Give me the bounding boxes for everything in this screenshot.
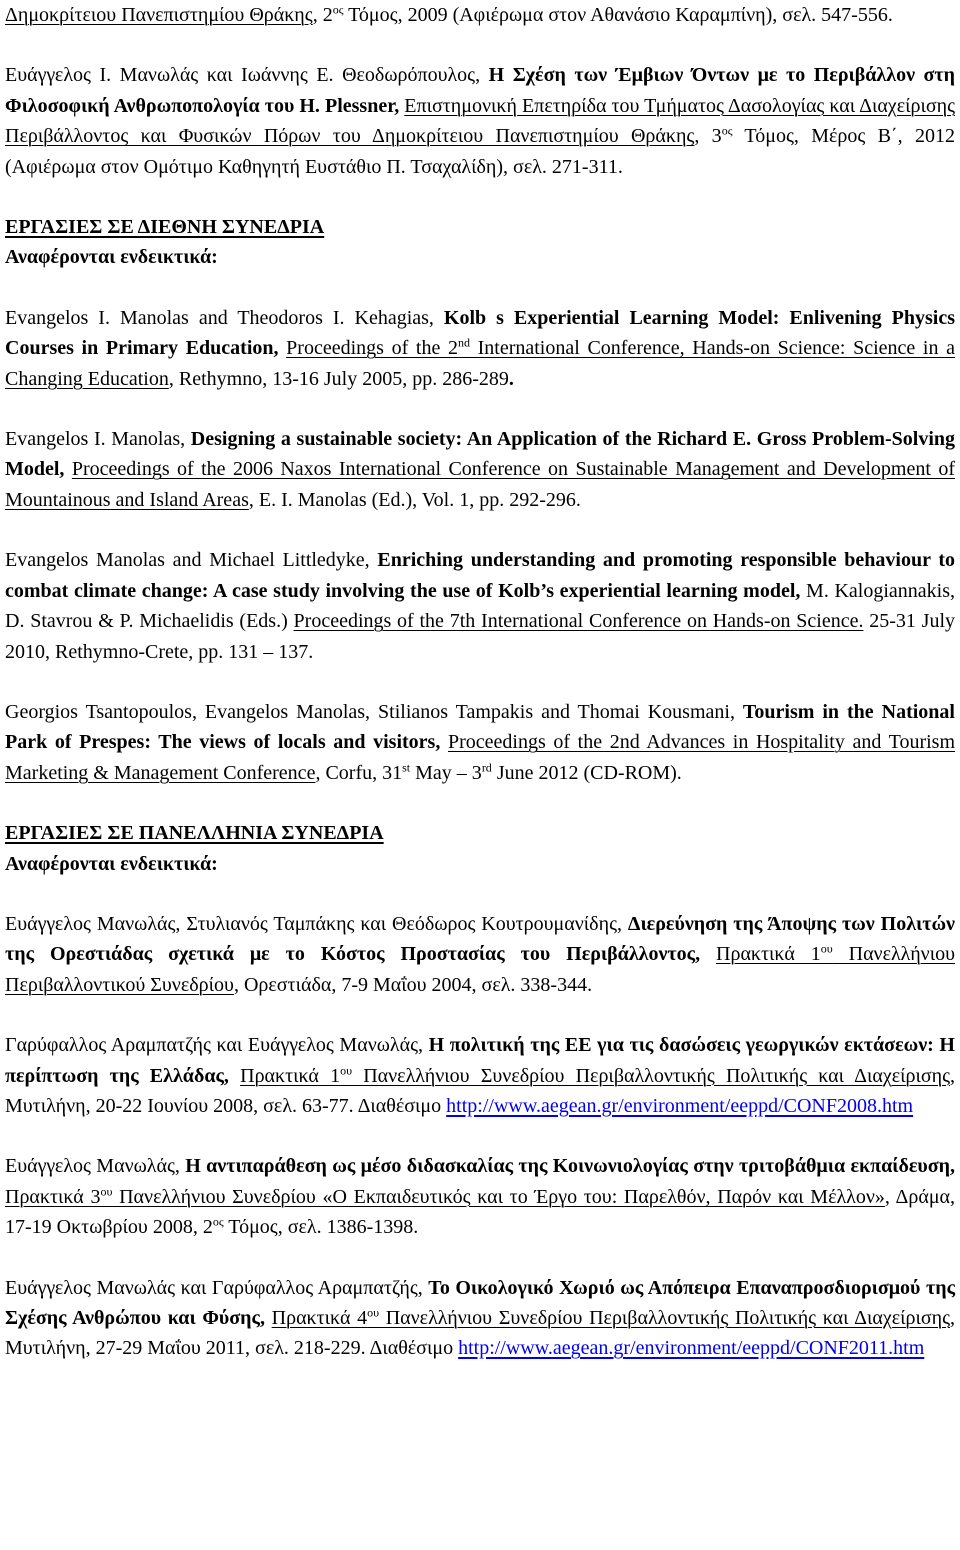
citation-venue: Πρακτικά $4^{o\upsilon}$ Πανελλήνιου Συνεδρίου Περιβαλλοντικής Πολιτικής και Διαχείρισης xyxy=(271,1305,950,1329)
section-subheading: Αναφέρονται ενδεικτικά: xyxy=(5,852,218,875)
citation-entry xyxy=(5,1151,955,1242)
citation-text: , Μυτιλήνη, 20-22 Ιουνίου 2008, σελ. 63-77. Διαθέσιμο xyxy=(5,1064,956,1117)
citation-entry xyxy=(5,0,955,30)
citation-entry xyxy=(5,545,955,667)
citation-authors: Georgios Tsantopoulos, Evangelos Manolas, Stilianos Tampakis and Thomai Kousmani, xyxy=(5,700,743,723)
citation-entry xyxy=(5,909,955,1000)
section-subheading: Αναφέρονται ενδεικτικά: xyxy=(5,246,218,269)
citation-authors: Ευάγγελος Ι. Μανωλάς και Ιωάννης Ε. Θεοδωρόπουλος, xyxy=(5,64,489,87)
citation-text: . xyxy=(508,367,514,390)
citation-venue: Proceedings of the 2006 Naxos International Conference on Sustainable Management and Development of Mountainous and Island Areas xyxy=(5,458,955,511)
citation-text: Τόμος, σελ. 1386-1398. xyxy=(223,1216,419,1239)
citation-venue: Πρακτικά $3^{o\upsilon}$ Πανελλήνιου Συνεδρίου «Ο Εκπαιδευτικός και το Έργο του: Παρελθόν, Παρόν και Μέλλον» xyxy=(5,1184,885,1208)
citation-title: Το Οικολογικό Χωριό ως Απόπειρα Επαναπροσδιορισμού της Σχέσης Ανθρώπου και Φύσης, xyxy=(5,1276,956,1329)
citation-text: , Δράμα, 17-19 Οκτωβρίου 2008, 2 xyxy=(5,1185,956,1239)
web-link[interactable]: http://www.aegean.gr/environment/eeppd/CONF2008.htm xyxy=(446,1094,914,1117)
citation-entry xyxy=(5,424,955,515)
citation-authors: Evangelos I. Manolas, xyxy=(5,428,191,451)
citation-text: May – 3 xyxy=(410,761,482,784)
citation-entry xyxy=(5,1273,955,1364)
citation-title: Διερεύνηση της Άποψης των Πολιτών της Ορεστιάδας σχετικά με το Κόστος Προστασίας του Περιβάλλοντος, xyxy=(5,912,955,966)
citation-text: , Rethymno, 13-16 July 2005, pp. 286-289 xyxy=(168,367,509,390)
citation-text: , 3 xyxy=(694,125,722,148)
citation-venue: Proceedings of the 2nd International Conference, Hands-on Science: Science in a Changing Education xyxy=(5,335,955,390)
citation-venue: Proceedings of the 7th International Conference on Hands-on Science. xyxy=(293,610,864,633)
citation-title: Η αντιπαράθεση ως μέσο διδασκαλίας της Κοινωνιολογίας στην τριτοβάθμια εκπαίδευση, xyxy=(185,1155,956,1178)
superscript: ος xyxy=(721,123,733,138)
citation-authors: Γαρύφαλλος Αραμπατζής και Ευάγγελος Μανωλάς, xyxy=(5,1034,429,1057)
citation-venue: Πρακτικά $1^{o\upsilon}$ Πανελλήνιου Περιβαλλοντικού Συνεδρίου xyxy=(5,941,955,996)
citation-authors: Evangelos I. Manolas and Theodoros I. Kehagias, xyxy=(5,306,444,329)
citation-venue: Proceedings of the 2nd Advances in Hospitality and Tourism Marketing & Management Conference xyxy=(5,731,956,784)
citation-title: Enriching understanding and promoting responsible behaviour to combat climate change: A case study involving the use of Kolb’s experiential learning model, xyxy=(5,549,955,602)
citation-title: Η πολιτική της ΕΕ για τις δασώσεις γεωργικών εκτάσεων: Η περίπτωση της Ελλάδας, xyxy=(5,1034,955,1087)
citation-entry xyxy=(5,60,955,182)
citation-venue: Δημοκρίτειου Πανεπιστημίου Θράκης xyxy=(5,4,313,26)
citation-entry xyxy=(5,303,955,394)
citation-text: Τόμος, 2009 (Αφιέρωμα στον Αθανάσιο Καραμπίνη), σελ. 547-556. xyxy=(343,4,893,26)
citation-text: June 2012 (CD-ROM). xyxy=(491,761,682,784)
citation-entry xyxy=(5,697,955,788)
superscript: rd xyxy=(481,760,492,775)
citation-text: , Corfu, 31 xyxy=(315,761,403,784)
citation-text: , 2 xyxy=(312,4,333,26)
section-heading-international: ΕΡΓΑΣΙΕΣ ΣΕ ΔΙΕΘΝΗ ΣΥΝΕΔΡΙΑ xyxy=(5,216,325,239)
superscript: ος xyxy=(212,1214,224,1229)
citation-venue: Επιστημονική Επετηρίδα του Τμήματος Δασολογίας και Διαχείρισης Περιβάλλοντος και Φυσικών Πόρων του Δημοκρίτειου Πανεπιστημίου Θράκης xyxy=(5,94,955,148)
superscript: ος xyxy=(332,2,344,17)
citation-venue: Πρακτικά $1^{o\upsilon}$ Πανελλήνιου Συνεδρίου Περιβαλλοντικής Πολιτικής και Διαχείρισης xyxy=(240,1062,951,1087)
citation-authors: Ευάγγελος Μανωλάς, Στυλιανός Ταμπάκης και Θεόδωρος Κουτρουμανίδης, xyxy=(5,912,628,935)
citation-entry xyxy=(5,1030,955,1121)
document-page xyxy=(5,0,955,1364)
section-heading-national: ΕΡΓΑΣΙΕΣ ΣΕ ΠΑΝΕΛΛΗΝΙΑ ΣΥΝΕΔΡΙΑ xyxy=(5,822,384,845)
citation-authors: Evangelos Manolas and Michael Littledyke, xyxy=(5,549,378,572)
citation-authors: Ευάγγελος Μανωλάς, xyxy=(5,1155,186,1178)
web-link[interactable]: http://www.aegean.gr/environment/eeppd/CONF2011.htm xyxy=(458,1337,925,1360)
citation-title: Kolb s Experiential Learning Model: Enlivening Physics Courses in Primary Education, xyxy=(5,306,955,360)
citation-title: Η Σχέση των Έμβιων Όντων με το Περιβάλλον στη Φιλοσοφική Ανθρωποπολογία του H. Plessner, xyxy=(5,64,955,117)
superscript: st xyxy=(402,760,411,775)
citation-text: Τόμος, Μέρος Β΄, 2012 (Αφιέρωμα στον Ομότιμο Καθηγητή Ευστάθιο Π. Τσαχαλίδη), σελ. 271-311. xyxy=(5,125,956,178)
citation-text: , E. I. Manolas (Ed.), Vol. 1, pp. 292-296. xyxy=(248,488,581,511)
citation-title: Designing a sustainable society: An Application of the Richard E. Gross Problem-Solving Model, xyxy=(5,428,956,481)
citation-text: , Μυτιλήνη, 27-29 Μαΐου 2011, σελ. 218-229. Διαθέσιμο xyxy=(5,1307,955,1360)
citation-authors: Ευάγγελος Μανωλάς και Γαρύφαλλος Αραμπατζής, xyxy=(5,1276,429,1299)
citation-text: M. Kalogiannakis, D. Stavrou & P. Michaelidis (Eds.) xyxy=(5,579,955,633)
citation-text: 25-31 July 2010, Rethymno-Crete, pp. 131 – 137. xyxy=(5,610,956,663)
citation-title: Tourism in the National Park of Prespes: The views of locals and visitors, xyxy=(5,700,955,754)
citation-text: , Ορεστιάδα, 7-9 Μαΐου 2004, σελ. 338-344. xyxy=(233,973,593,996)
